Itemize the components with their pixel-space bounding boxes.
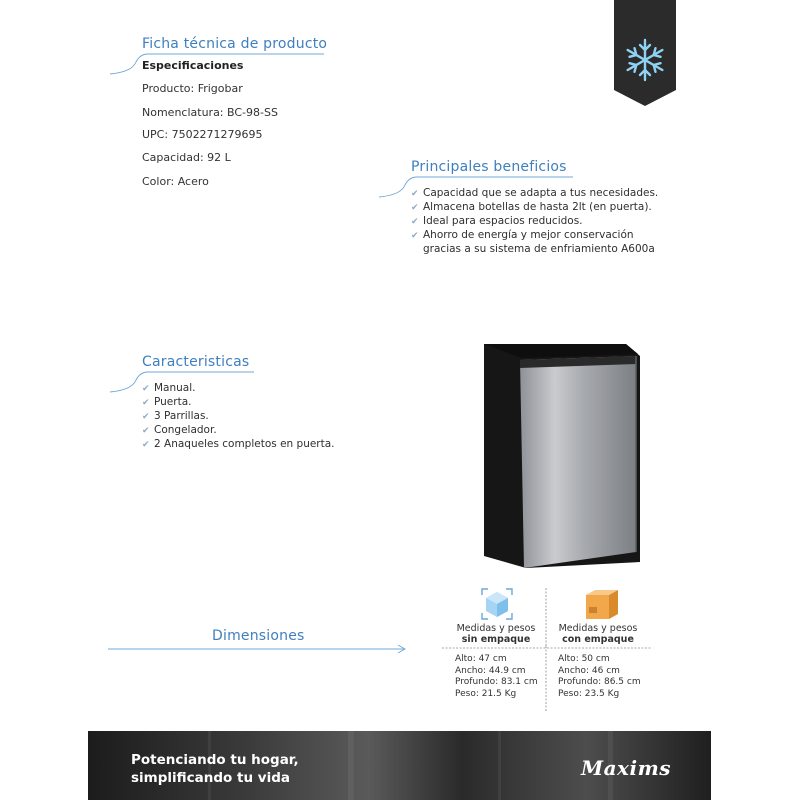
list-item: ✔ 3 Parrillas.	[142, 410, 209, 422]
check-icon: ✔	[142, 398, 150, 408]
dimension-divider	[545, 588, 549, 648]
check-icon: ✔	[411, 231, 419, 241]
caracteristicas-list	[142, 381, 335, 451]
check-icon: ✔	[142, 440, 150, 450]
footer-banner	[88, 731, 711, 800]
list-item: ✔ Capacidad que se adapta a tus necesidades.	[411, 187, 659, 199]
list-item: ✔ Puerta.	[142, 396, 192, 408]
specifications-heading: Especificaciones	[142, 59, 244, 72]
footer-slogan: Potenciando tu hogar, simplificando tu vida	[131, 752, 299, 786]
dimensiones-sin-empaque-values: Alto: 47 cm Ancho: 44.9 cm Profundo: 83.1 cm Peso: 21.5 Kg	[455, 654, 538, 699]
list-item-continuation: gracias a su sistema de enfriamiento A600a	[423, 243, 655, 255]
list-item: ✔ Ahorro de energía y mejor conservación	[411, 229, 634, 241]
list-item: ✔ Manual.	[142, 382, 196, 394]
beneficios-list	[411, 186, 658, 256]
spec-upc: UPC: 7502271279695	[142, 128, 263, 141]
check-icon: ✔	[142, 384, 150, 394]
check-icon: ✔	[411, 203, 419, 213]
list-item: ✔ Ideal para espacios reducidos.	[411, 215, 583, 227]
dimensiones-title: Dimensiones	[212, 628, 305, 644]
snowflake-badge	[614, 0, 676, 106]
dimensiones-con-empaque-header: Medidas y pesos con empaque	[558, 623, 638, 645]
dimensiones-sin-empaque-header: Medidas y pesos sin empaque	[456, 623, 536, 645]
check-icon: ✔	[411, 189, 419, 199]
spec-producto: Producto: Frigobar	[142, 82, 243, 95]
dimensiones-con-empaque-values: Alto: 50 cm Ancho: 46 cm Profundo: 86.5 cm Peso: 23.5 Kg	[558, 654, 641, 699]
spec-capacidad: Capacidad: 92 L	[142, 151, 231, 164]
beneficios-title: Principales beneficios	[411, 159, 567, 175]
list-item: ✔ Congelador.	[142, 424, 217, 436]
package-box-icon	[583, 587, 621, 621]
spec-color: Color: Acero	[142, 175, 209, 188]
dimension-arrow-decoration	[108, 644, 410, 654]
fridge-product-image	[478, 342, 642, 570]
ficha-tecnica-title: Ficha técnica de producto	[142, 36, 328, 52]
brand-logo: Maxims	[580, 756, 671, 780]
cube-icon	[480, 587, 514, 621]
check-icon: ✔	[142, 426, 150, 436]
list-item: ✔ 2 Anaqueles completos en puerta.	[142, 438, 335, 450]
check-icon: ✔	[142, 412, 150, 422]
check-icon: ✔	[411, 217, 419, 227]
list-item: ✔ Almacena botellas de hasta 2lt (en puerta).	[411, 201, 652, 213]
spec-nomenclatura: Nomenclatura: BC-98-SS	[142, 106, 278, 119]
caracteristicas-title: Caracteristicas	[142, 354, 250, 370]
